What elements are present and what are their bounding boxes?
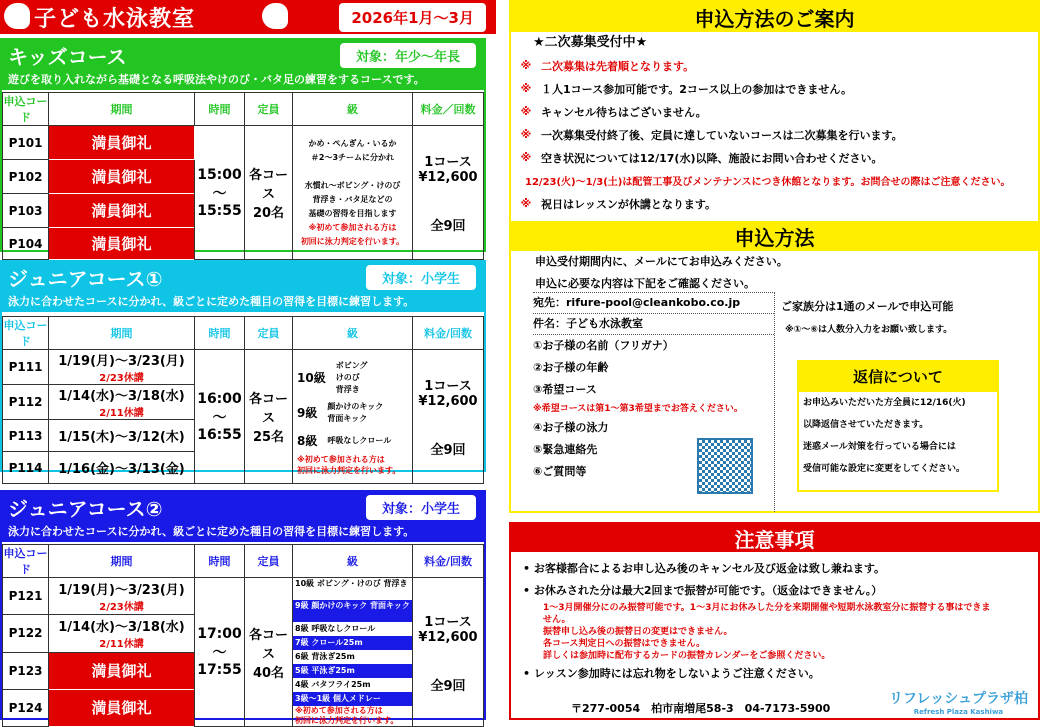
time-cell	[195, 126, 245, 260]
full-badge: 満員御礼	[49, 689, 195, 726]
level-text: ＃2〜3チームに分かれ	[310, 152, 395, 162]
junior1-title-bar	[2, 262, 484, 292]
kids-title: キッズコース	[8, 44, 127, 69]
note-text: ※初めて参加される方は	[297, 454, 385, 464]
page-title: 子ども水泳教室	[34, 6, 196, 32]
guide-item: 二次募集は先着順となります。	[541, 59, 695, 73]
note-text: 初回に泳力判定を行います。	[300, 236, 405, 246]
facility-logo	[889, 688, 1028, 716]
junior1-section	[0, 260, 486, 477]
col-header: 級	[293, 317, 413, 350]
time-start: 16:00	[197, 390, 242, 407]
level-cell	[293, 578, 413, 727]
method-line: 申込受付期間内に、メールにてお申込みください。	[535, 255, 788, 268]
level-text: 基礎の習得を目指します	[308, 208, 397, 218]
caution-sub: 各コース判定日への振替はできません。	[543, 639, 706, 649]
mail-to[interactable]: 宛先：rifure-pool@cleankobo.co.jp	[533, 293, 774, 314]
level-text: 背浮き・バタ足などの	[312, 194, 393, 204]
fee-label: 1コース	[424, 379, 472, 394]
capacity-label: 各コース	[248, 168, 288, 202]
fee-label: 1コース	[424, 614, 472, 630]
caution-item: • お休みされた分は最大2回まで振替が可能です。（返金はできません。）	[523, 584, 883, 597]
col-header: 時間	[195, 93, 245, 126]
course-code: P101	[3, 126, 49, 160]
capacity-value: 20名	[252, 206, 285, 221]
capacity-cell	[245, 578, 293, 727]
lesson-count: 全9回	[430, 219, 466, 234]
course-code: P111	[3, 350, 49, 385]
qr-code-icon[interactable]	[697, 438, 753, 494]
junior2-title: ジュニアコース②	[8, 496, 163, 521]
caution-title: 注意事項	[511, 524, 1038, 552]
note-text: ※初めて参加される方は	[308, 222, 397, 232]
level-row: 4級 バタフライ25m	[295, 680, 371, 689]
level-item: ボビング	[335, 360, 368, 370]
note-text: ※初めて参加される方は	[295, 706, 383, 715]
period-cell	[49, 350, 195, 385]
col-header: 時間	[195, 545, 245, 578]
note-mark: ※	[520, 59, 532, 72]
junior1-title: ジュニアコース①	[8, 266, 163, 291]
fee-cell	[413, 350, 484, 484]
fee-value: ¥12,600	[418, 394, 478, 409]
col-header: 級	[293, 93, 413, 126]
time-tilde: 〜	[212, 185, 227, 202]
kids-description: 遊びを取り入れながら基礎となる呼吸法やけのび・バタ足の練習をするコースです。	[2, 70, 484, 90]
horse-icon	[4, 3, 30, 29]
time-tilde: 〜	[212, 645, 227, 661]
level-row: 6級 背泳ぎ25m	[295, 652, 355, 661]
level-row: 5級 平泳ぎ25m	[293, 664, 412, 678]
guide-item: キャンセル待ちはございません。	[541, 105, 707, 119]
caution-text: お客様都合によるお申し込み後のキャンセル及び返金は致し兼ねます。	[533, 562, 885, 575]
logo-sub: Refresh Plaza Kashiwa	[913, 708, 1004, 716]
capacity-value: 40名	[252, 665, 285, 681]
mail-subject: 件名：子ども水泳教室	[533, 314, 774, 335]
level-cell	[293, 350, 413, 484]
guide-item: １人1コース参加可能です。2コース以上の参加はできません。	[541, 82, 852, 96]
logo-text: リフレッシュプラザ柏	[888, 691, 1028, 707]
guide-item: 空き状況については12/17(水)以降、施設にお問い合わせください。	[541, 151, 883, 165]
family-note-area	[781, 298, 953, 335]
note-mark: ※	[520, 82, 532, 95]
hope-note: ※希望コースは第1〜第3希望までお答えください。	[533, 404, 743, 414]
time-cell	[195, 350, 245, 484]
junior2-description: 泳力に合わせたコースに分かれ、級ごとに定めた種目の習得を目標に練習します。	[2, 522, 484, 542]
course-code: P103	[3, 194, 49, 228]
note-mark: ※	[520, 197, 532, 210]
caution-sub: 詳しくは参加時に配布するカードの振替カレンダーをご参照ください。	[543, 651, 831, 661]
level-text: かめ・ぺんぎん・いるか	[308, 138, 397, 148]
course-code: P113	[3, 420, 49, 452]
field-item: ②お子様の年齢	[533, 361, 609, 374]
facility-address: 〒277-0054 柏市南増尾58-3 04-7173-5900	[571, 702, 831, 715]
holiday-notice: 祝日はレッスンが休講となります。	[541, 197, 717, 211]
fee-value: ¥12,600	[418, 170, 478, 185]
closure-notice: 12/23(火)〜1/3(土)は配管工事及びメンテナンスにつき休館となります。お問合せの際はご注意ください。	[525, 177, 1011, 188]
caution-item: • お客様都合によるお申し込み後のキャンセル及び返金は致し兼ねます。	[523, 562, 885, 575]
level-row: 3級〜1級 個人メドレー	[293, 692, 412, 706]
level-row: 7級 クロール25m	[293, 636, 412, 650]
full-badge: 満員御礼	[49, 228, 195, 260]
caution-sub: 振替申し込み後の振替日の変更はできません。	[543, 627, 733, 637]
col-header: 申込コード	[3, 545, 49, 578]
guide-panel	[509, 0, 1040, 513]
time-end: 17:55	[197, 662, 242, 678]
course-code: P124	[3, 689, 49, 726]
field-item: ③希望コース	[533, 383, 597, 396]
junior2-section	[0, 490, 486, 725]
field-item: ⑥ご質問等	[533, 465, 587, 478]
time-cell	[195, 578, 245, 727]
col-header: 申込コード	[3, 93, 49, 126]
caution-text: レッスン参加時には忘れ物をしないようご注意ください。	[533, 667, 820, 680]
col-header: 定員	[245, 317, 293, 350]
capacity-label: 各コース	[248, 392, 288, 426]
reply-title: 返信について	[799, 362, 997, 392]
note-text: 初回に泳力判定を行います。	[295, 716, 399, 725]
col-header: 時間	[195, 317, 245, 350]
horse-icon	[262, 3, 288, 29]
col-header: 申込コード	[3, 317, 49, 350]
reply-line: 迷惑メール対策を行っている場合には	[803, 442, 956, 452]
reply-box	[797, 360, 999, 492]
caution-panel	[509, 522, 1040, 720]
period-text: 1/14(水)〜3/18(水)	[58, 389, 185, 404]
method-title: 申込方法	[511, 221, 1038, 251]
junior2-table	[2, 544, 484, 727]
course-code: P104	[3, 228, 49, 260]
col-header: 定員	[245, 545, 293, 578]
field-item: ①お子様の名前（フリガナ）	[533, 339, 674, 352]
off-day: 2/11休講	[99, 639, 144, 651]
period-text: 1/19(月)〜3/23(月)	[58, 354, 185, 369]
kids-section	[0, 38, 486, 252]
col-header: 料金/回数	[413, 317, 484, 350]
capacity-cell	[245, 126, 293, 260]
level-row: 10級 ボビング・けのび 背浮き	[295, 579, 408, 588]
lesson-count: 全9回	[430, 678, 466, 694]
second-recruit-banner: ★二次募集受付中★	[533, 35, 648, 50]
off-day: 2/23休講	[99, 602, 144, 614]
off-day: 2/11休講	[99, 408, 144, 419]
level-item: 顔かけのキック	[327, 401, 384, 411]
course-code: P112	[3, 385, 49, 420]
time-end: 16:55	[197, 426, 242, 443]
level-item: けのび	[335, 372, 360, 382]
junior2-target: 対象：小学生	[366, 495, 476, 520]
family-note: ご家族分は1通のメールで申込可能	[781, 300, 954, 313]
col-header: 級	[293, 545, 413, 578]
full-badge: 満員御礼	[49, 126, 195, 160]
period-cell: 1/16(金)〜3/13(金)	[49, 452, 195, 484]
method-intro	[511, 251, 1038, 295]
kids-target: 対象：年少〜年長	[340, 43, 476, 68]
fee-cell	[413, 578, 484, 727]
level-row: 8級 呼吸なしクロール	[295, 624, 376, 633]
junior1-table	[2, 316, 484, 484]
note-mark: ※	[520, 105, 532, 118]
level-label: 9級	[297, 406, 318, 420]
course-code: P122	[3, 615, 49, 652]
level-label: 10級	[297, 371, 326, 385]
time-start: 15:00	[197, 166, 242, 183]
off-day: 2/23休講	[99, 373, 144, 384]
fee-cell	[413, 126, 484, 260]
caution-item: • レッスン参加時には忘れ物をしないようご注意ください。	[523, 667, 820, 680]
level-row: 9級 顔かけのキック 背面キック	[293, 600, 412, 622]
term-date: 2026年1月〜3月	[339, 3, 486, 32]
junior1-description: 泳力に合わせたコースに分かれ、級ごとに定めた種目の習得を目標に練習します。	[2, 292, 484, 312]
period-text: 1/19(月)〜3/23(月)	[58, 583, 185, 599]
fee-label: 1コース	[424, 155, 472, 170]
course-code: P102	[3, 160, 49, 194]
note-text: 初回に泳力判定を行います。	[297, 465, 401, 475]
level-item: 背浮き	[335, 384, 360, 394]
note-mark: ※	[520, 151, 532, 164]
caution-sub: 1〜3月開催分にのみ振替可能です。1〜3月にお休みした分を来期開催や短期水泳教室分に振替する事はできません。	[543, 603, 991, 625]
kids-table	[2, 92, 484, 260]
junior1-target: 対象：小学生	[366, 265, 476, 290]
period-cell	[49, 578, 195, 615]
field-item: ④お子様の泳力	[533, 421, 609, 434]
level-label: 8級	[297, 434, 318, 448]
time-start: 17:00	[197, 626, 242, 642]
note-mark: ※	[520, 128, 532, 141]
lesson-count: 全9回	[430, 443, 466, 458]
level-item: 呼吸なしクロール	[327, 436, 392, 445]
caution-text: お休みされた分は最大2回まで振替が可能です。（返金はできません。）	[533, 584, 883, 597]
period-text: 1/14(水)〜3/18(水)	[58, 620, 185, 636]
guide-title: 申込方法のご案内	[511, 2, 1038, 32]
course-code: P114	[3, 452, 49, 484]
col-header: 料金/回数	[413, 545, 484, 578]
full-badge: 満員御礼	[49, 652, 195, 689]
field-item: ⑤緊急連絡先	[533, 443, 598, 456]
col-header: 定員	[245, 93, 293, 126]
header-banner	[0, 0, 496, 34]
capacity-value: 25名	[252, 430, 285, 445]
period-cell	[49, 385, 195, 420]
level-item: 背面キック	[327, 413, 368, 423]
course-code: P123	[3, 652, 49, 689]
col-header: 期間	[49, 317, 195, 350]
level-text: 水慣れ〜ボビング・けのび	[304, 180, 401, 190]
guide-item: 一次募集受付終了後、定員に達していないコースは二次募集を行います。	[541, 128, 903, 142]
time-end: 15:55	[197, 202, 242, 219]
level-cell	[293, 126, 413, 260]
reply-line: 受信可能な設定に変更をしてください。	[803, 464, 966, 474]
fee-value: ¥12,600	[418, 629, 478, 645]
full-badge: 満員御礼	[49, 160, 195, 194]
reply-line: 以降返信させていただきます。	[803, 420, 929, 430]
kids-title-bar	[2, 40, 484, 70]
col-header: 料金／回数	[413, 93, 484, 126]
capacity-cell	[245, 350, 293, 484]
junior2-title-bar	[2, 492, 484, 522]
period-cell: 1/15(木)〜3/12(木)	[49, 420, 195, 452]
reply-line: お申込みいただいた方全員に12/16(火)	[803, 398, 966, 408]
col-header: 期間	[49, 545, 195, 578]
capacity-label: 各コース	[248, 627, 288, 662]
family-note-sub: ※①〜⑥は人数分入力をお願い致します。	[785, 325, 953, 335]
time-tilde: 〜	[212, 409, 227, 426]
full-badge: 満員御礼	[49, 194, 195, 228]
period-cell	[49, 615, 195, 652]
method-line: 申込に必要な内容は下記をご確認ください。	[535, 277, 755, 290]
course-code: P121	[3, 578, 49, 615]
col-header: 期間	[49, 93, 195, 126]
